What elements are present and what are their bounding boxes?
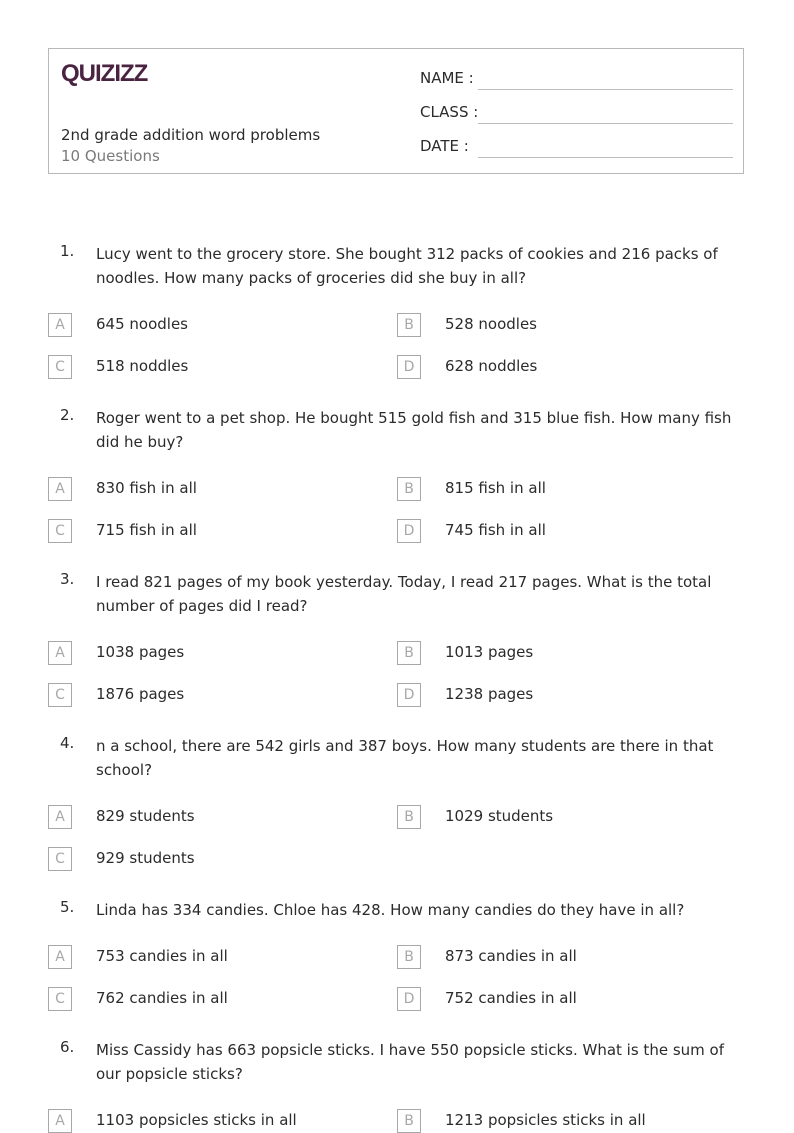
option-letter-box[interactable]: A xyxy=(48,1109,72,1133)
option-text: 1876 pages xyxy=(96,685,185,703)
question-number: 5. xyxy=(60,898,75,916)
option-letter-box[interactable]: A xyxy=(48,805,72,829)
class-label: CLASS : xyxy=(420,103,479,121)
option-letter-box[interactable]: D xyxy=(397,519,421,543)
option-text: 1029 students xyxy=(445,807,554,825)
option-text: 873 candies in all xyxy=(445,947,577,965)
option-text: 715 fish in all xyxy=(96,521,197,539)
option-letter-box[interactable]: A xyxy=(48,477,72,501)
option-letter-box[interactable]: B xyxy=(397,805,421,829)
option-letter-box[interactable]: D xyxy=(397,987,421,1011)
date-label: DATE : xyxy=(420,137,469,155)
option-letter-box[interactable]: B xyxy=(397,477,421,501)
option-text: 1103 popsicles sticks in all xyxy=(96,1111,297,1129)
option-text: 745 fish in all xyxy=(445,521,546,539)
quizizz-logo xyxy=(61,59,153,87)
option-letter-box[interactable]: A xyxy=(48,641,72,665)
question-number: 3. xyxy=(60,570,75,588)
option-text: 1238 pages xyxy=(445,685,534,703)
name-line[interactable] xyxy=(478,89,733,90)
option-text: 829 students xyxy=(96,807,195,825)
option-letter-box[interactable]: B xyxy=(397,641,421,665)
option-text: 1213 popsicles sticks in all xyxy=(445,1111,646,1129)
option-letter-box[interactable]: C xyxy=(48,355,72,379)
option-text: 528 noodles xyxy=(445,315,537,333)
question-text: Lucy went to the grocery store. She bought 312 packs of cookies and 216 packs of noodles. How many packs of groceries did she buy in all? xyxy=(96,245,718,287)
option-letter-box[interactable]: D xyxy=(397,683,421,707)
option-text: 762 candies in all xyxy=(96,989,228,1007)
option-text: 753 candies in all xyxy=(96,947,228,965)
question-text: Linda has 334 candies. Chloe has 428. How many candies do they have in all? xyxy=(96,901,685,919)
worksheet-title: 2nd grade addition word problems xyxy=(61,126,321,144)
date-line[interactable] xyxy=(478,157,733,158)
option-text: 628 noddles xyxy=(445,357,538,375)
option-text: 1038 pages xyxy=(96,643,185,661)
option-text: 815 fish in all xyxy=(445,479,546,497)
class-line[interactable] xyxy=(478,123,733,124)
option-text: 1013 pages xyxy=(445,643,534,661)
option-text: 830 fish in all xyxy=(96,479,197,497)
option-letter-box[interactable]: C xyxy=(48,519,72,543)
question-number: 6. xyxy=(60,1038,75,1056)
question-text: I read 821 pages of my book yesterday. Today, I read 217 pages. What is the total number of pages did I read? xyxy=(96,573,712,615)
question-count: 10 Questions xyxy=(61,147,160,165)
question-number: 2. xyxy=(60,406,75,424)
option-letter-box[interactable]: A xyxy=(48,945,72,969)
option-letter-box[interactable]: B xyxy=(397,945,421,969)
option-text: 929 students xyxy=(96,849,195,867)
option-letter-box[interactable]: D xyxy=(397,355,421,379)
option-text: 752 candies in all xyxy=(445,989,577,1007)
option-text: 645 noodles xyxy=(96,315,188,333)
worksheet-header xyxy=(48,48,744,174)
question-text: n a school, there are 542 girls and 387 boys. How many students are there in that school? xyxy=(96,737,714,779)
question-number: 4. xyxy=(60,734,75,752)
option-letter-box[interactable]: B xyxy=(397,1109,421,1133)
option-letter-box[interactable]: C xyxy=(48,847,72,871)
question-text: Miss Cassidy has 663 popsicle sticks. I have 550 popsicle sticks. What is the sum of our popsicle sticks? xyxy=(96,1041,724,1083)
option-text: 518 noddles xyxy=(96,357,189,375)
question-text: Roger went to a pet shop. He bought 515 gold fish and 315 blue fish. How many fish did he buy? xyxy=(96,409,732,451)
question-number: 1. xyxy=(60,242,75,260)
option-letter-box[interactable]: B xyxy=(397,313,421,337)
logo-text: QUIZIZZ xyxy=(61,60,148,87)
name-label: NAME : xyxy=(420,69,474,87)
option-letter-box[interactable]: C xyxy=(48,987,72,1011)
option-letter-box[interactable]: A xyxy=(48,313,72,337)
option-letter-box[interactable]: C xyxy=(48,683,72,707)
